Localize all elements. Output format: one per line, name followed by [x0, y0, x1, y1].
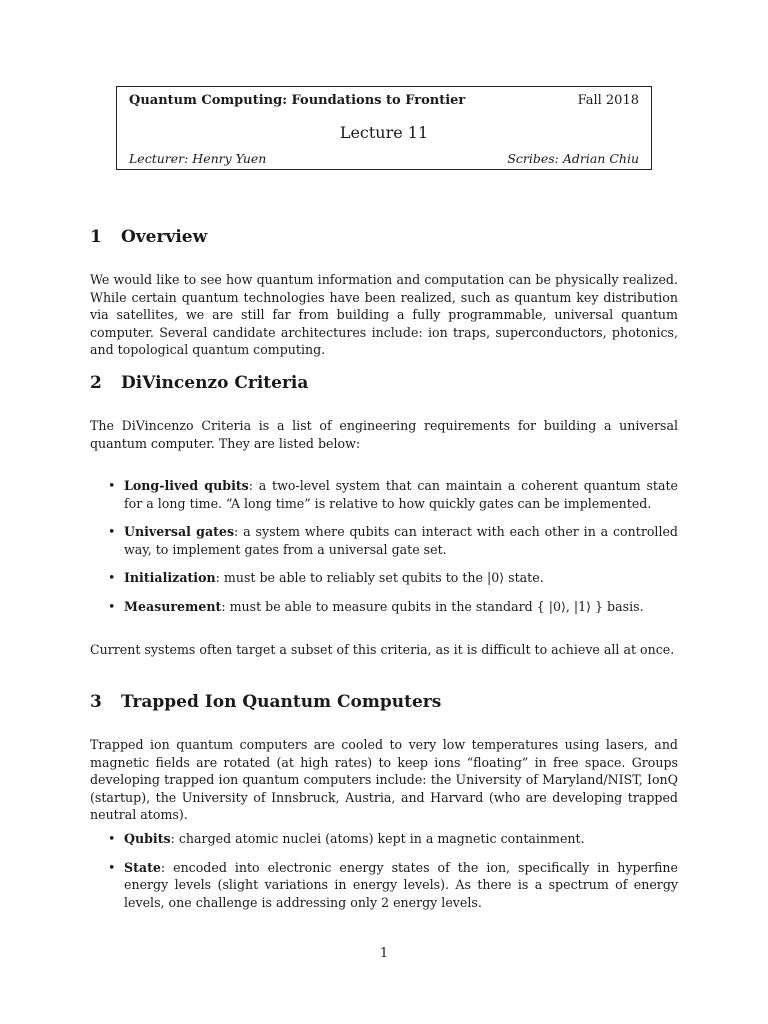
- lecture-header-box: [116, 86, 652, 170]
- bullet-glyph: •: [108, 598, 116, 614]
- list-text: : charged atomic nuclei (atoms) kept in a magnetic containment.: [170, 831, 585, 846]
- bullet-glyph: •: [108, 859, 116, 875]
- section-number: 3: [90, 692, 102, 712]
- list-term: State: [124, 859, 161, 875]
- course-title: Quantum Computing: Foundations to Frontier: [129, 93, 466, 108]
- section-heading-trapped-ion: [90, 692, 441, 712]
- criteria-term: Initialization: [124, 570, 216, 585]
- trapped-ion-paragraph: Trapped ion quantum computers are cooled to very low temperatures using lasers, and magnetic fields are rotated (at high rates) to keep ions “floating” in free space. Groups developing trapped ion quantum computers include: the University of Maryland/NIST, IonQ (startup), the University of Innsbruck, Austria, and Harvard (who are developing trapped neutral atoms).: [90, 737, 678, 822]
- scribes-label: Scribes: Adrian Chiu: [507, 151, 639, 166]
- divincenzo-closing-paragraph: Current systems often target a subset of this criteria, as it is difficult to achieve all at once.: [90, 642, 675, 657]
- bullet-glyph: •: [108, 524, 116, 539]
- header-row-bottom: [129, 151, 639, 166]
- criteria-term: Universal gates: [124, 524, 235, 539]
- criteria-term: Measurement: [124, 598, 222, 614]
- lecture-number: Lecture 11: [339, 123, 429, 142]
- section-title-text: Trapped Ion Quantum Computers: [121, 692, 442, 712]
- criteria-text: : a system where qubits can interact with each other in a controlled way, to implement gates from a universal gate set.: [124, 524, 678, 557]
- header-row-top: [129, 93, 639, 108]
- section-number: 1: [90, 227, 102, 247]
- list-item: [108, 830, 678, 848]
- page-number: 1: [379, 946, 389, 961]
- criteria-text: : a two-level system that can maintain a coherent quantum state for a long time. “A long time” is relative to how quickly gates can be implemented.: [124, 478, 678, 511]
- section-number: 2: [90, 373, 102, 393]
- list-text: : encoded into electronic energy states of the ion, specifically in hyperfine energy levels (slight variations in energy levels). As there is a spectrum of energy levels, one challenge is addressing only 2 energy levels.: [124, 859, 678, 910]
- section-title-text: Overview: [121, 227, 208, 247]
- divincenzo-criteria-list: [108, 477, 678, 615]
- bullet-glyph: •: [108, 570, 116, 585]
- list-item: [108, 598, 678, 616]
- list-item: [108, 523, 678, 558]
- criteria-text: : must be able to reliably set qubits to the |0⟩ state.: [215, 570, 544, 585]
- section-heading-divincenzo: [90, 373, 308, 393]
- overview-paragraph: We would like to see how quantum information and computation can be physically realized. While certain quantum technologies have been realized, such as quantum key distribution via satellites, we are still far from building a fully programmable, universal quantum computer. Several candidate architectures include: ion traps, superconductors, photonics, and topological quantum computing.: [90, 272, 678, 357]
- trapped-ion-list: [108, 830, 678, 911]
- criteria-text: : must be able to measure qubits in the standard { |0⟩, |1⟩ } basis.: [221, 598, 644, 614]
- lecturer-label: Lecturer: Henry Yuen: [129, 151, 267, 166]
- list-item: [108, 477, 678, 512]
- section-heading-overview: [90, 227, 207, 247]
- bullet-glyph: •: [108, 478, 116, 493]
- divincenzo-paragraph: The DiVincenzo Criteria is a list of engineering requirements for building a universal quantum computer. They are listed below:: [90, 418, 678, 451]
- criteria-term: Long-lived qubits: [124, 478, 249, 493]
- bullet-glyph: •: [108, 831, 116, 846]
- list-item: [108, 859, 678, 912]
- term-label: Fall 2018: [577, 93, 639, 108]
- section-title-text: DiVincenzo Criteria: [121, 373, 309, 393]
- list-item: [108, 569, 678, 587]
- list-term: Qubits: [124, 831, 171, 846]
